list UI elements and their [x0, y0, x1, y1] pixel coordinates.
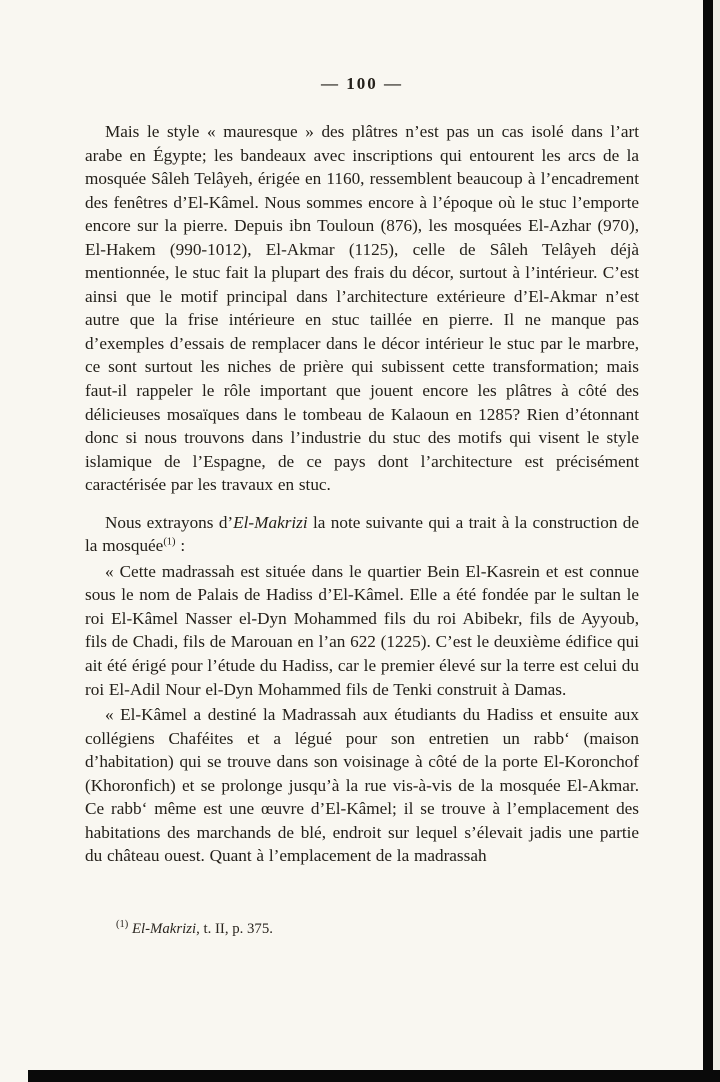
paragraph-madrassah-quote-2: « El-Kâmel a destiné la Madrassah aux étudiants du Hadiss et ensuite aux collégiens Chaféites et a légué pour son entretien un rabb‘ (maison d’habitation) qui se trouve dans son voisinage à côté de la porte El-Koronchof (Khoronfich) et se prolonge jusqu’à la rue vis-à-vis de la mosquée El-Akmar. Ce rabb‘ même est une œuvre d’El-Kâmel; il se trouve à l’emplacement des habitations des marchands de blé, endroit sur lequel s’élevait jadis une partie du château ouest. Quant à l’emplacement de la madrassah: [85, 705, 639, 866]
page-number: — 100 —: [321, 74, 403, 93]
text-block: [85, 74, 639, 868]
makrizi-intro-colon: :: [175, 536, 186, 556]
scan-edge-bottom: [28, 1070, 720, 1082]
makrizi-intro-lead: Nous extrayons d’: [105, 512, 234, 532]
paragraph-makrizi-intro: [85, 511, 639, 558]
scan-edge-right: [703, 0, 713, 1082]
footnote-marker: (1): [116, 919, 129, 931]
footnote: [116, 921, 273, 938]
paragraph-madrassah-quote-1: « Cette madrassah est située dans le quartier Bein El-Kasrein et est connue sous le nom de Palais de Hadiss d’El-Kâmel. Elle a été fondée par le sultan le roi El-Kâmel Nasser el-Dyn Mohammed fils du roi Abibekr, fils de Ayyoub, fils de Chadi, fils de Marouan en l’an 622 (1225). C’est le deuxième édifice qui ait été érigé pour l’étude du Hadiss, car le premier élevé sur la terre est celui du roi El-Adil Nour el-Dyn Mohammed fils de Tenki construit à Damas.: [85, 561, 639, 699]
scan-edge-right-outer: [713, 0, 720, 1082]
footnote-reference-mark: (1): [163, 536, 176, 548]
makrizi-intro-rest: la note suivante qui a trait à la construction de la mosquée: [85, 512, 639, 556]
makrizi-source-name: El-Makrizi: [233, 512, 308, 532]
footnote-source: El-Makrizi: [128, 921, 197, 937]
paragraph-mauresque-style: Mais le style « mauresque » des plâtres n’est pas un cas isolé dans l’art arabe en Égypte; les bandeaux avec inscriptions qui entourent les arcs de la mosquée Sâleh Telâyeh, érigée en 1160, ressemblent beaucoup à l’encadrement des fenêtres d’El-Kâmel. Nous sommes encore à l’époque où le stuc l’emporte encore sur la pierre. Depuis ibn Touloun (876), les mosquées El-Azhar (970), El-Hakem (990-1012), El-Akmar (1125), celle de Sâleh Telâyeh déjà mentionnée, le stuc fait la plupart des frais du décor, surtout à l’intérieur. C’est ainsi que le motif principal dans l’architecture extérieure d’El-Akmar n’est autre que la frise intérieure en stuc taillée en pierre. Il ne manque pas d’exemples d’essais de remplacer dans le décor intérieur le stuc par le marbre, ce sont surtout les niches de prière qui subissent cette transformation; mais faut-il rappeler le rôle important que jouent encore les plâtres à côté des délicieuses mosaïques dans le tombeau de Kalaoun en 1285? Rien d’étonnant donc si nous trouvons dans l’industrie du stuc des motifs qui visent le style islamique de l’Espagne, de ce pays dont l’architecture est précisément caractérisée par les travaux en stuc.: [85, 122, 639, 495]
footnote-citation: , t. II, p. 375.: [196, 921, 273, 937]
